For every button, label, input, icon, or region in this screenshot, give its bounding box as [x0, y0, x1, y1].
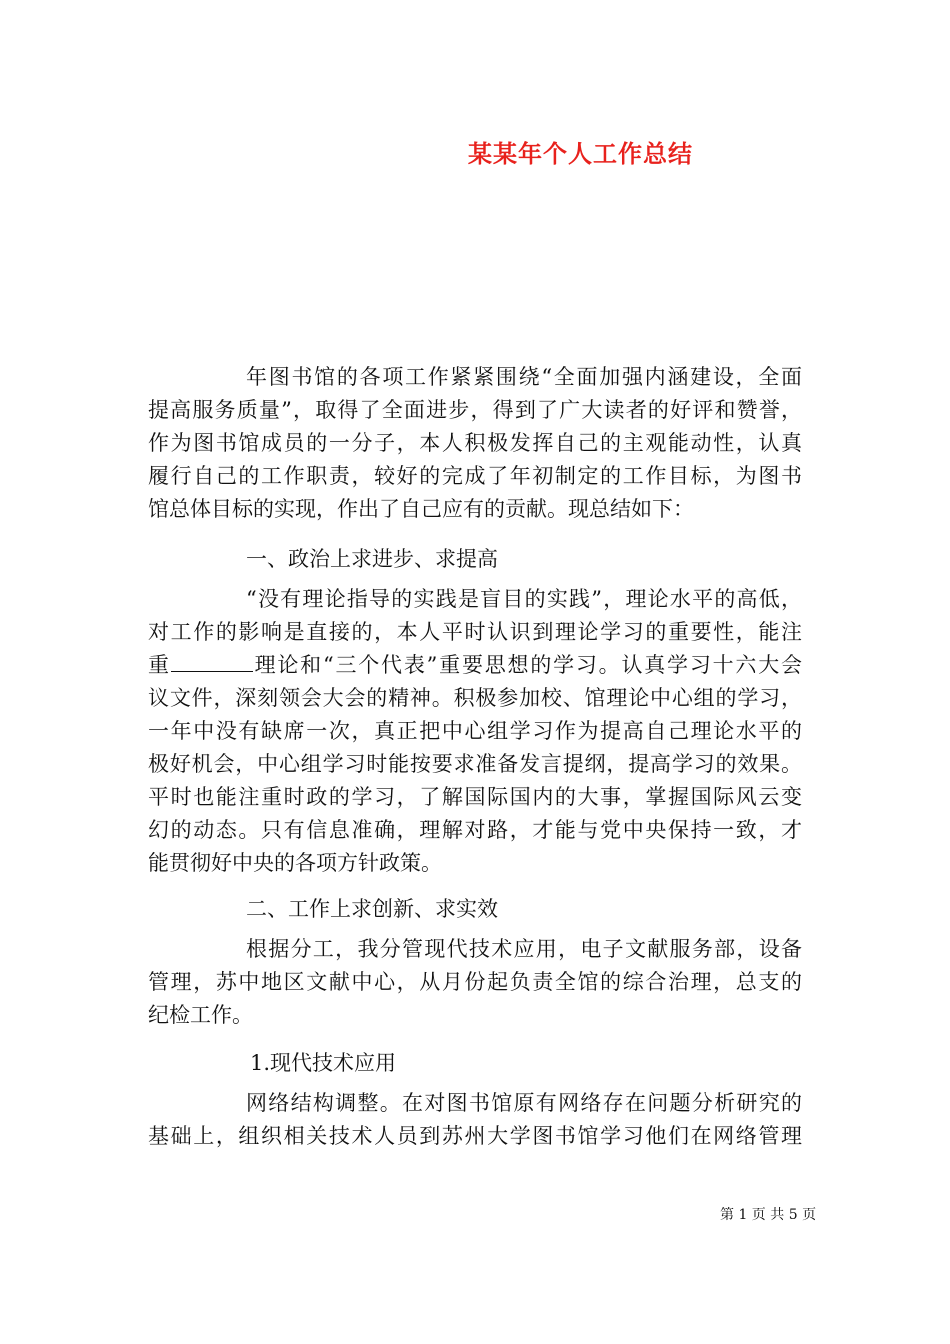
section-heading: 一、政治上求进步、求提高: [246, 547, 498, 571]
paragraph-line: 管理，苏中地区文献中心，从月份起负责全馆的综合治理，总支的: [148, 970, 802, 994]
paragraph-line: 作为图书馆成员的一分子，本人积极发挥自己的主观能动性，认真: [148, 431, 802, 455]
paragraph-line: 年图书馆的各项工作紧紧围绕“全面加强内涵建设，全面: [246, 365, 802, 389]
paragraph-line: 网络结构调整。在对图书馆原有网络存在问题分析研究的: [246, 1091, 802, 1115]
paragraph-line-with-blank: [148, 648, 802, 682]
line-prefix: 重: [148, 653, 171, 677]
paragraph-line: “没有理论指导的实践是盲目的实践”，理论水平的高低，: [246, 587, 802, 611]
paragraph-line: 平时也能注重时政的学习，了解国际国内的大事，掌握国际风云变: [148, 785, 802, 809]
paragraph-line: 极好机会，中心组学习时能按要求准备发言提纲，提高学习的效果。: [148, 752, 802, 776]
paragraph-line: 纪检工作。: [148, 1003, 253, 1027]
line-rest: 理论和“三个代表”重要思想的学习。认真学习十六大会: [252, 653, 802, 677]
paragraph-line: 履行自己的工作职责，较好的完成了年初制定的工作目标，为图书: [148, 464, 802, 488]
paragraph-line: 基础上，组织相关技术人员到苏州大学图书馆学习他们在网络管理: [148, 1124, 802, 1148]
paragraph-line: 根据分工，我分管现代技术应用，电子文献服务部，设备: [246, 937, 802, 961]
page-title: 某某年个人工作总结: [468, 139, 693, 168]
blank-underline: [171, 651, 253, 672]
paragraph-line: 对工作的影响是直接的，本人平时认识到理论学习的重要性，能注: [148, 620, 802, 644]
section-heading: 二、工作上求创新、求实效: [246, 897, 498, 921]
paragraph-line: 馆总体目标的实现，作出了自己应有的贡献。现总结如下：: [148, 497, 694, 521]
paragraph-line: 提高服务质量”，取得了全面进步，得到了广大读者的好评和赞誉，: [148, 398, 802, 422]
subsection-heading: 1.现代技术应用: [250, 1051, 397, 1075]
page-number: 第 1 页 共 5 页: [720, 1207, 817, 1223]
paragraph-line: 议文件，深刻领会大会的精神。积极参加校、馆理论中心组的学习，: [148, 686, 802, 710]
paragraph-line: 一年中没有缺席一次，真正把中心组学习作为提高自己理论水平的: [148, 719, 802, 743]
paragraph-line: 能贯彻好中央的各项方针政策。: [148, 851, 442, 875]
paragraph-line: 幻的动态。只有信息准确，理解对路，才能与党中央保持一致，才: [148, 818, 802, 842]
